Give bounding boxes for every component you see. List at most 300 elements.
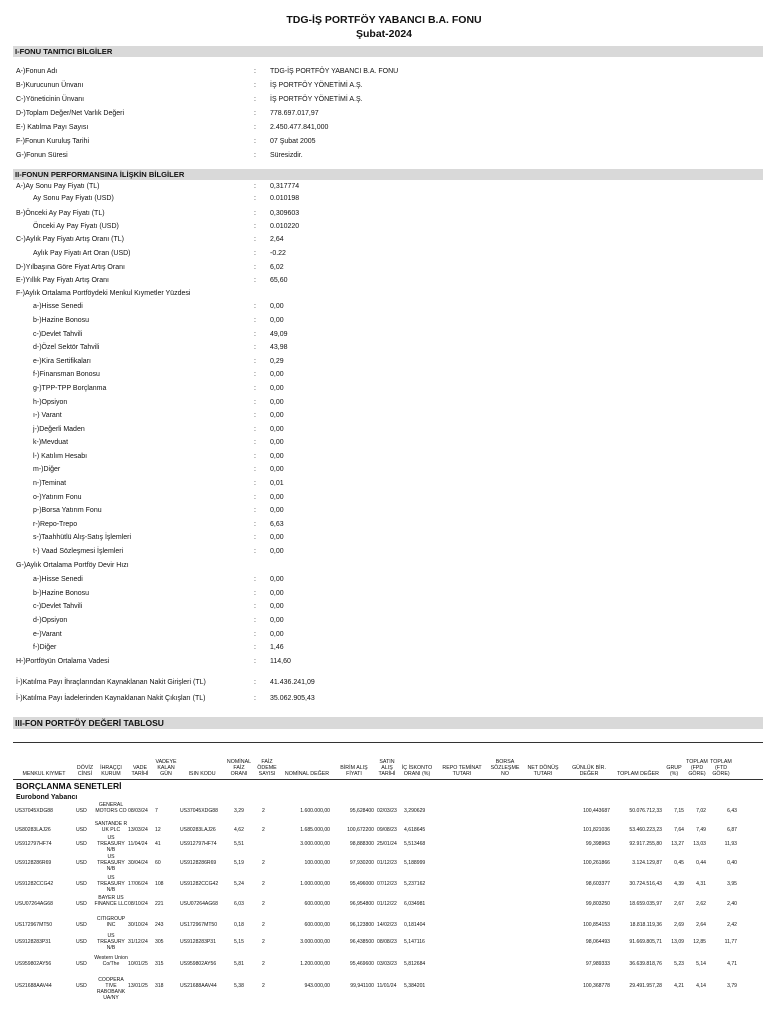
fund-info-row-value: 778.697.017,97 [270,110,319,117]
performance-row-value: 0,00 [270,548,284,555]
table-cell-buy: 08/08/23 [377,939,397,945]
table-cell-issuer: SANTANDE R UK PLC [94,821,128,833]
table-cell-grp: 7,15 [674,808,684,814]
table-cell-rate: 6,03 [234,901,244,907]
performance-row-colon: : [254,494,256,501]
performance-row [0,519,768,530]
turnover-row-label: d-)Opsiyon [33,617,68,624]
table-cell-fpd: 4,14 [696,983,706,989]
table-cell-mat: 30/10/24 [128,922,148,928]
performance-row-value: 0,00 [270,453,284,460]
table-cell-daily: 100,368778 [583,983,610,989]
table-cell-grp: 13,09 [671,939,684,945]
performance-row [0,193,768,204]
performance-row [0,478,768,489]
performance-row-label: l-) Katılım Hesabı [33,453,88,460]
performance-row-colon: : [254,439,256,446]
avg-maturity-row-colon: : [254,658,256,665]
fund-info-row-label: E-) Katılma Payı Sayısı [16,124,89,131]
table-cell-mat: 31/12/24 [128,939,148,945]
performance-row [0,262,768,273]
table-cell-days: 7 [155,808,158,814]
performance-row [0,424,768,435]
table-cell-total: 30.724.516,43 [629,881,662,887]
performance-row-colon: : [254,236,256,243]
performance-row-label: Aylık Pay Fiyatı Art Oran (USD) [33,250,131,257]
performance-row-value: 0,00 [270,412,284,419]
performance-row-value: 0,00 [270,371,284,378]
table-cell-isin: US912797HF74 [180,841,217,847]
table-cell-issuer: COOPERA TIVE RABOBANK UA/NY [96,977,126,1001]
column-header: ISIN KODU [188,771,216,777]
fund-info-row [0,108,768,119]
performance-row-colon: : [254,344,256,351]
column-header: BORSA SÖZLEŞME NO [490,759,520,777]
performance-row-label: j-)Değerli Maden [33,426,85,433]
table-cell-fpd: 12,85 [693,939,706,945]
turnover-row-label: f-)Diğer [33,644,57,651]
table-cell-mat: 17/06/24 [128,881,148,887]
table-cell-cur: USD [76,808,87,814]
performance-row-label: a-)Hisse Senedi [33,303,83,310]
table-cell-isin: US959802AY56 [180,961,217,967]
column-header: TOPLAM (FTD GÖRE) [710,759,732,777]
fund-info-row-colon: : [254,82,256,89]
table-cell-nominal: 1.000.000,00 [300,881,330,887]
table-cell-code: US91282CCG42 [15,881,54,887]
performance-row [0,315,768,326]
column-header: REPO TEMİNAT TUTARI [442,765,482,777]
performance-row-label: o-)Yatırım Fonu [33,494,82,501]
table-cell-buy: 11/01/24 [377,983,397,989]
turnover-row-value: 0,00 [270,617,284,624]
performance-row [0,505,768,516]
performance-row-colon: : [254,453,256,460]
table-cell-days: 60 [155,860,161,866]
performance-row-colon: : [254,399,256,406]
table-cell-ftd: 11,77 [724,939,737,945]
table-cell-total: 91.669.805,71 [629,939,662,945]
table-cell-daily: 99,803250 [585,901,610,907]
table-cell-freq: 2 [262,983,265,989]
performance-row-label: n-)Teminat [33,480,67,487]
fund-info-row-value: İŞ PORTFÖY YÖNETİMİ A.Ş. [270,96,363,103]
turnover-row-value: 0,00 [270,603,284,610]
table-cell-total: 18.659.035,97 [629,901,662,907]
turnover-row-label: e-)Varant [33,631,62,638]
table-cell-freq: 2 [262,827,265,833]
table-cell-daily: 99,398963 [585,841,610,847]
table-cell-ftd: 2,42 [727,922,737,928]
performance-row-colon: : [254,210,256,217]
table-cell-days: 12 [155,827,161,833]
table-cell-cur: USD [76,841,87,847]
column-header: SATIN ALIŞ TARİHİ [378,759,396,777]
table-cell-mat: 11/04/24 [128,841,148,847]
performance-row-label: t-) Vaad Sözleşmesi İşlemleri [33,548,124,555]
table-cell-rate: 5,19 [234,860,244,866]
table-cell-freq: 2 [262,808,265,814]
performance-row-label: g-)TPP-TPP Borçlanma [33,385,107,392]
table-cell-cur: USD [76,901,87,907]
avg-maturity-row-value: 114,60 [270,658,291,665]
performance-row-label: B-)Önceki Ay Pay Fiyatı (TL) [16,210,105,217]
table-cell-issuer: US TREASURY N/B [97,875,125,893]
fund-info-row-colon: : [254,96,256,103]
table-cell-yield: 5,812684 [404,961,426,967]
column-header: NOMİNAL FAİZ ORANI [226,759,252,777]
column-header: DÖVİZ CİNSİ [76,765,94,777]
table-cell-yield: 6,034981 [404,901,426,907]
table-cell-isin: USU07264AG68 [180,901,218,907]
performance-row-label: p-)Borsa Yatırım Fonu [33,507,102,514]
table-cell-freq: 2 [262,922,265,928]
table-cell-mat: 13/01/25 [128,983,148,989]
performance-row-value: 49,09 [270,331,288,338]
table-cell-nominal: 3.000.000,00 [300,939,330,945]
turnover-row-colon: : [254,644,256,651]
performance-row-label: f-)Finansman Bonosu [33,371,100,378]
table-cell-price: 95,628400 [349,808,374,814]
table-cell-price: 100,672200 [347,827,374,833]
table-cell-code: US37045XDG88 [15,808,53,814]
table-cell-rate: 5,24 [234,881,244,887]
fund-info-row-value: Süresizdir. [270,152,303,159]
table-cell-rate: 5,38 [234,983,244,989]
table-cell-yield: 5,237162 [404,881,426,887]
performance-row-colon: : [254,183,256,190]
table-cell-daily: 97,989333 [585,961,610,967]
performance-row-colon: : [254,277,256,284]
table-cell-buy: 25/01/24 [377,841,397,847]
table-cell-cur: USD [76,881,87,887]
performance-row-value: 0,29 [270,358,284,365]
turnover-row-value: 0,00 [270,576,284,583]
performance-row-value: 0,00 [270,399,284,406]
performance-row-colon: : [254,371,256,378]
table-top-rule [13,742,763,743]
performance-row-value: 0,00 [270,507,284,514]
table-cell-price: 95,469600 [349,961,374,967]
table-cell-yield: 5,147116 [404,939,425,945]
fund-info-row-colon: : [254,152,256,159]
performance-row-value: 6,63 [270,521,284,528]
performance-row [0,301,768,312]
table-cell-total: 18.818.119,36 [629,922,662,928]
table-cell-buy: 03/03/23 [377,961,397,967]
table-cell-buy: 02/03/23 [377,808,397,814]
table-cell-isin: US37045XDG88 [180,808,218,814]
table-cell-grp: 7,64 [674,827,684,833]
performance-row-label: m-)Diğer [33,466,61,473]
table-cell-issuer: US TREASURY N/B [97,933,125,951]
performance-row-colon: : [254,195,256,202]
turnover-title-label: G-)Aylık Ortalama Portföy Devir Hızı [16,562,129,569]
column-header: NOMİNAL DEĞER [284,771,330,777]
table-cell-daily: 100,854153 [583,922,610,928]
table-cell-isin: US21688AAV44 [180,983,217,989]
table-cell-grp: 2,67 [674,901,684,907]
table-cell-buy: 09/08/23 [377,827,397,833]
fund-info-row [0,136,768,147]
table-cell-price: 98,888300 [349,841,374,847]
turnover-row-colon: : [254,590,256,597]
column-header: GÜNLÜK BİR. DEĞER [572,765,606,777]
performance-row [0,451,768,462]
table-cell-buy: 01/12/22 [377,901,397,907]
table-cell-issuer: CITIGROUP INC [96,916,126,928]
table-cell-rate: 3,29 [234,808,244,814]
fund-info-row-colon: : [254,138,256,145]
performance-row [0,329,768,340]
table-cell-code: USU07264AG68 [15,901,53,907]
turnover-row-value: 0,00 [270,590,284,597]
performance-row [0,532,768,543]
table-cell-freq: 2 [262,860,265,866]
table-cell-grp: 4,39 [674,881,684,887]
table-cell-days: 41 [155,841,161,847]
table-cell-rate: 4,62 [234,827,244,833]
table-cell-freq: 2 [262,939,265,945]
table-cell-nominal: 943.000,00 [304,983,330,989]
turnover-row [0,574,768,585]
performance-row-value: 0,00 [270,385,284,392]
fund-info-row-label: B-)Kurucunun Ünvanı [16,82,84,89]
column-header: VADE TARİHİ [131,765,149,777]
cash-inflow-row-label: İ-)Katılma Payı İhraçlarından Kaynaklanan Nakit Girişleri (TL) [16,679,206,686]
performance-row-label: E-)Yıllık Pay Fiyatı Artış Oranı [16,277,109,284]
performance-row-label: D-)Yılbaşına Göre Fiyat Artış Oranı [16,264,125,271]
table-cell-mat: 10/01/25 [128,961,148,967]
performance-row-label: Önceki Ay Pay Fiyatı (USD) [33,223,119,230]
column-header: İÇ İSKONTO ORANI (%) [401,765,433,777]
section2-header: II-FONUN PERFORMANSINA İLİŞKİN BİLGİLER [13,169,763,180]
turnover-title [0,560,768,571]
performance-row-value: 0,00 [270,317,284,324]
table-cell-ftd: 3,95 [727,881,737,887]
column-header: FAİZ ÖDEME SAYISI [257,759,277,777]
column-header: İHRAÇÇI KURUM [100,765,122,777]
table-cell-isin: US91282CCG42 [180,881,219,887]
table-cell-total: 29.491.957,28 [629,983,662,989]
performance-row-colon: : [254,250,256,257]
fund-info-row [0,80,768,91]
table-cell-cur: USD [76,827,87,833]
fund-info-row-colon: : [254,110,256,117]
table-cell-total: 50.076.712,33 [629,808,662,814]
table-cell-isin: US9128286R69 [180,860,217,866]
table-cell-price: 99,941100 [350,983,374,989]
column-header: BİRİM ALIŞ FİYATI [340,765,368,777]
avg-maturity-row [0,656,768,667]
table-cell-price: 96,438500 [349,939,374,945]
performance-row-label: e-)Kira Sertifikaları [33,358,91,365]
column-header: TOPLAM (FPD GÖRE) [686,759,708,777]
performance-row [0,234,768,245]
performance-row-label: F-)Aylık Ortalama Portföydeki Menkul Kıymetler Yüzdesi [16,290,191,297]
performance-row [0,383,768,394]
group-heading: BORÇLANMA SENETLERİ [16,781,122,791]
performance-row-colon: : [254,466,256,473]
table-cell-rate: 5,15 [234,939,244,945]
performance-row [0,546,768,557]
performance-row-colon: : [254,317,256,324]
table-cell-daily: 98,064493 [585,939,610,945]
performance-row-colon: : [254,521,256,528]
turnover-row-colon: : [254,631,256,638]
performance-row-value: 43,98 [270,344,288,351]
table-cell-code: US912797HF74 [15,841,52,847]
performance-row-label: A-)Ay Sonu Pay Fiyatı (TL) [16,183,100,190]
column-header: MENKUL KIYMET [22,771,66,777]
table-cell-days: 221 [155,901,164,907]
table-cell-price: 95,496000 [349,881,374,887]
performance-row-value: 0,01 [270,480,284,487]
performance-row-value: 0,00 [270,426,284,433]
turnover-row-label: c-)Devlet Tahvili [33,603,83,610]
table-cell-isin: US172967MT50 [180,922,218,928]
performance-row-colon: : [254,534,256,541]
column-header: VADEYE KALAN GÜN [155,759,177,777]
performance-row [0,356,768,367]
report-period: Şubat-2024 [355,28,413,40]
fund-info-row-label: F-)Fonun Kuruluş Tarihi [16,138,90,145]
performance-row [0,492,768,503]
fund-info-row-value: TDG-İŞ PORTFÖY YABANCI B.A. FONU [270,68,399,75]
performance-row-label: ı-) Varant [33,412,62,419]
fund-info-row-colon: : [254,124,256,131]
turnover-row-label: a-)Hisse Senedi [33,576,83,583]
table-cell-ftd: 2,40 [727,901,737,907]
performance-row-label: h-)Opsiyon [33,399,68,406]
table-header-rule [13,779,763,780]
table-cell-cur: USD [76,860,87,866]
table-cell-buy: 14/02/23 [377,922,397,928]
table-cell-freq: 2 [262,881,265,887]
fund-info-row [0,66,768,77]
fund-info-row-label: G-)Fonun Süresi [16,152,68,159]
performance-row-value: 0,317774 [270,183,300,190]
section1-header: I-FONU TANITICI BİLGİLER [13,46,763,57]
performance-row [0,369,768,380]
column-header: NET DÖNÜŞ TUTARI [527,765,559,777]
performance-row-value: 2,64 [270,236,284,243]
table-cell-price: 97,930200 [349,860,374,866]
performance-row [0,288,768,299]
table-cell-mat: 30/04/24 [128,860,148,866]
performance-row-value: 0.010220 [270,223,300,230]
fund-info-row-label: D-)Toplam Değer/Net Varlık Değeri [16,110,125,117]
turnover-row-colon: : [254,576,256,583]
turnover-row [0,601,768,612]
cash-outflow-row-colon: : [254,695,256,702]
section3-header: III-FON PORTFÖY DEĞERİ TABLOSU [13,717,763,729]
fund-info-row-label: A-)Fonun Adı [16,68,58,75]
column-header: GRUP (%) [666,765,682,777]
performance-row-value: 65,60 [270,277,288,284]
table-cell-grp: 5,23 [674,961,684,967]
table-cell-ftd: 4,71 [727,961,737,967]
table-cell-code: US21688AAV44 [15,983,52,989]
table-cell-yield: 3,290629 [404,808,426,814]
performance-row [0,410,768,421]
table-cell-code: US959802AY56 [15,961,52,967]
table-cell-code: US9128286R69 [15,860,52,866]
table-cell-price: 96,954800 [349,901,374,907]
subgroup-heading: Eurobond Yabancı [16,794,78,801]
table-cell-nominal: 3.000.000,00 [300,841,330,847]
table-cell-code: US172967MT50 [15,922,53,928]
performance-row-colon: : [254,358,256,365]
turnover-row-value: 0,00 [270,631,284,638]
performance-row-colon: : [254,412,256,419]
table-cell-yield: 5,513468 [404,841,426,847]
table-cell-mat: 08/10/24 [128,901,148,907]
table-cell-grp: 2,69 [674,922,684,928]
table-cell-grp: 0,45 [674,860,684,866]
performance-row-label: b-)Hazine Bonosu [33,317,90,324]
table-cell-issuer: US TREASURY N/B [97,835,125,853]
performance-row-colon: : [254,264,256,271]
performance-row-label: C-)Aylık Pay Fiyatı Artış Oranı (TL) [16,236,125,243]
fund-info-row-value: 07 Şubat 2005 [270,138,316,145]
table-cell-days: 315 [155,961,164,967]
table-cell-issuer: Western Union Co/The [94,955,128,967]
turnover-row-value: 1,46 [270,644,284,651]
table-cell-fpd: 7,49 [696,827,706,833]
table-cell-total: 3.124.129,87 [632,860,662,866]
performance-row-value: 0,00 [270,494,284,501]
table-cell-total: 92.917.255,80 [629,841,662,847]
table-cell-freq: 2 [262,961,265,967]
fund-title: TDG-İŞ PORTFÖY YABANCI B.A. FONU [286,14,482,26]
table-cell-yield: 4,618645 [404,827,426,833]
performance-row-colon: : [254,223,256,230]
performance-row-label: k-)Mevduat [33,439,69,446]
table-cell-nominal: 1.685.000,00 [300,827,330,833]
table-cell-code: US80283LAJ26 [15,827,51,833]
table-cell-daily: 100,443687 [583,808,610,814]
performance-row-value: 0,00 [270,439,284,446]
table-cell-nominal: 1.200.000,00 [300,961,330,967]
table-cell-yield: 5,188999 [404,860,426,866]
performance-row-colon: : [254,426,256,433]
table-cell-nominal: 600.000,00 [304,922,330,928]
table-cell-ftd: 11,93 [724,841,737,847]
turnover-row-label: b-)Hazine Bonosu [33,590,90,597]
table-cell-daily: 101,821036 [583,827,610,833]
cash-inflow-row-colon: : [254,679,256,686]
table-cell-yield: 0,181404 [404,922,426,928]
cash-outflow-row-label: İ-)Katılma Payı İadelerinden Kaynaklanan Nakit Çıkışları (TL) [16,695,206,702]
performance-row-value: 0,00 [270,466,284,473]
fund-info-row-value: İŞ PORTFÖY YÖNETİMİ A.Ş. [270,82,363,89]
fund-info-row [0,122,768,133]
fund-info-row-value: 2.450.477.841,000 [270,124,329,131]
table-cell-rate: 0,18 [234,922,244,928]
table-cell-days: 243 [155,922,164,928]
performance-row-colon: : [254,480,256,487]
table-cell-total: 36.639.818,76 [629,961,662,967]
table-cell-nominal: 600.000,00 [304,901,330,907]
performance-row [0,221,768,232]
table-cell-cur: USD [76,983,87,989]
performance-row-value: 0,309603 [270,210,300,217]
performance-row-label: r-)Repo-Trepo [33,521,78,528]
table-cell-fpd: 5,14 [696,961,706,967]
table-cell-daily: 100,261866 [583,860,610,866]
table-cell-nominal: 1.600.000,00 [300,808,330,814]
